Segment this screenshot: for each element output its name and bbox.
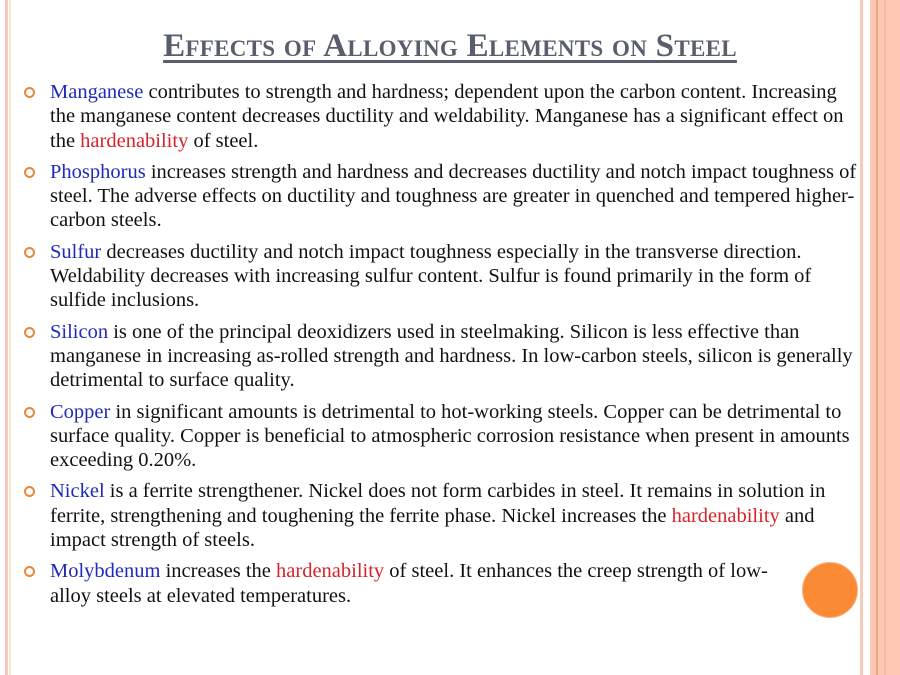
item-text: of steel. xyxy=(188,129,259,152)
element-name: Silicon xyxy=(50,320,109,343)
item-text: increases the xyxy=(160,560,277,583)
circle-bullet-icon xyxy=(24,247,35,258)
item-text: contributes to strength and hardness; dependent upon the carbon content. Increasing the manganese content decreases ductility and weldability. Manganese has a significant effect on the xyxy=(50,81,844,152)
circle-bullet-icon xyxy=(24,167,35,178)
right-border-line-2 xyxy=(884,0,886,675)
highlight-term: hardenability xyxy=(671,504,780,527)
left-border-stripe xyxy=(5,0,8,675)
list-item-silicon xyxy=(24,320,864,393)
list-item-manganese xyxy=(24,80,864,153)
list-item-sulfur xyxy=(24,240,864,313)
left-border-stripe-inner xyxy=(9,0,11,675)
item-text: is one of the principal deoxidizers used in steelmaking. Silicon is less effective than manganese in increasing as-rolled strength and hardness. In low-carbon steels, silicon is generally detrimental to surface quality. xyxy=(50,320,853,392)
item-text: increases strength and hardness and decreases ductility and notch impact toughness of steel. The adverse effects on ductility and toughness are greater in quenched and tempered higher-carbon steels. xyxy=(50,160,857,232)
item-text: of steel. It enhances the creep strength of low-alloy steels at elevated temperatures. xyxy=(50,560,768,607)
circle-bullet-icon xyxy=(24,566,35,577)
circle-bullet-icon xyxy=(24,327,35,338)
bullet-list xyxy=(24,80,864,615)
item-text: is a ferrite strengthener. Nickel does not form carbides in steel. It remains in solution in ferrite, strengthening and toughening the ferrite phase. Nickel increases the xyxy=(50,480,826,527)
list-item-phosphorus xyxy=(24,160,864,233)
element-name: Manganese xyxy=(50,81,144,103)
item-text: and impact strength of steels. xyxy=(50,504,815,552)
list-item-copper xyxy=(24,400,864,473)
item-text: decreases ductility and notch impact toughness especially in the transverse direction. Weldability decreases with increasing sulfur content. Sulfur is found primarily in the form of sulfide inclusions. xyxy=(50,240,812,312)
decorative-orange-circle-icon xyxy=(802,562,858,618)
element-name: Nickel xyxy=(50,480,105,503)
element-name: Copper xyxy=(50,400,111,423)
element-name: Molybdenum xyxy=(50,560,161,583)
circle-bullet-icon xyxy=(24,407,35,418)
item-text: in significant amounts is detrimental to hot-working steels. Copper can be detrimental to surface quality. Copper is beneficial to atmospheric corrosion resistance when present in amounts exceeding 0.20%. xyxy=(50,400,850,472)
right-border-line xyxy=(876,0,878,675)
circle-bullet-icon xyxy=(24,486,35,497)
slide-title: Effects of Alloying Elements on Steel xyxy=(163,28,737,64)
element-name: Phosphorus xyxy=(50,160,146,183)
list-item-molybdenum xyxy=(24,559,864,608)
element-name: Sulfur xyxy=(50,240,102,263)
highlight-term: hardenability xyxy=(80,129,189,152)
highlight-term: hardenability xyxy=(276,560,385,583)
list-item-nickel xyxy=(24,479,864,552)
circle-bullet-icon xyxy=(24,87,35,98)
